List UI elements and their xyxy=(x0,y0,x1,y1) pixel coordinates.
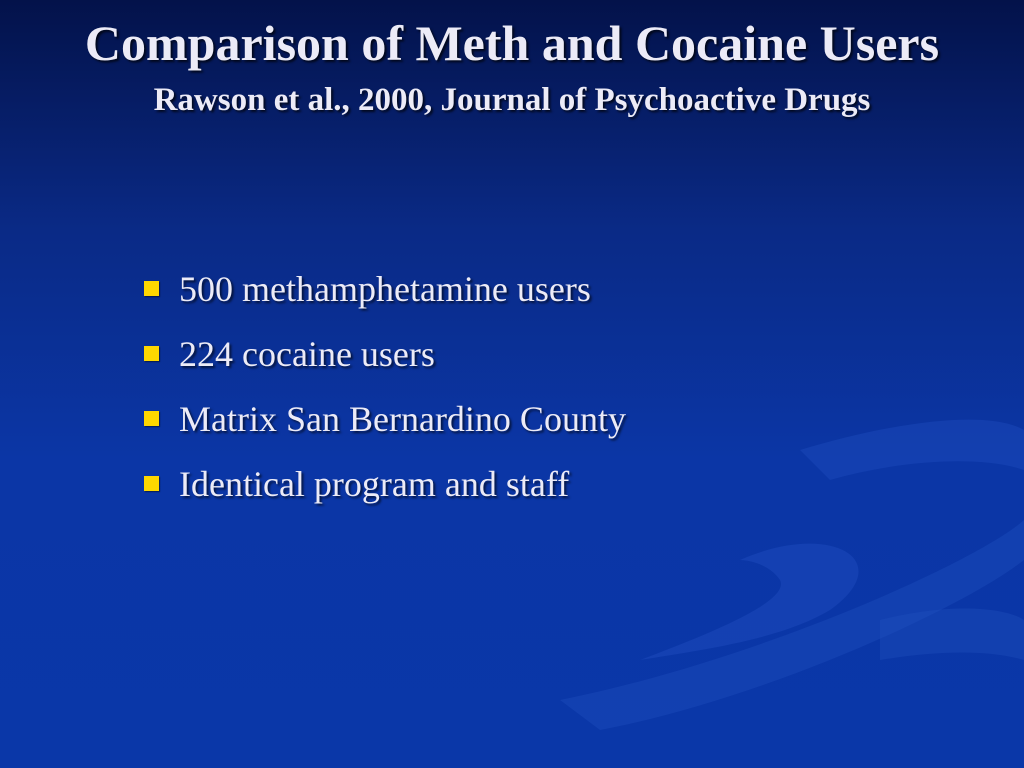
bullet-text: 500 methamphetamine users xyxy=(179,268,591,309)
square-bullet-icon xyxy=(144,346,159,361)
square-bullet-icon xyxy=(144,411,159,426)
square-bullet-icon xyxy=(144,476,159,491)
bullet-item xyxy=(142,451,626,516)
title-block xyxy=(0,10,1024,120)
bullet-text: Matrix San Bernardino County xyxy=(179,398,626,439)
bullet-list xyxy=(142,256,626,516)
bullet-item xyxy=(142,256,626,321)
bullet-item xyxy=(142,386,626,451)
bullet-text: Identical program and staff xyxy=(179,463,570,504)
bullet-text: 224 cocaine users xyxy=(179,333,435,374)
slide-subtitle: Rawson et al., 2000, Journal of Psychoactive Drugs xyxy=(153,82,871,118)
slide-title: Comparison of Meth and Cocaine Users xyxy=(84,15,940,71)
bullet-item xyxy=(142,321,626,386)
square-bullet-icon xyxy=(144,281,159,296)
